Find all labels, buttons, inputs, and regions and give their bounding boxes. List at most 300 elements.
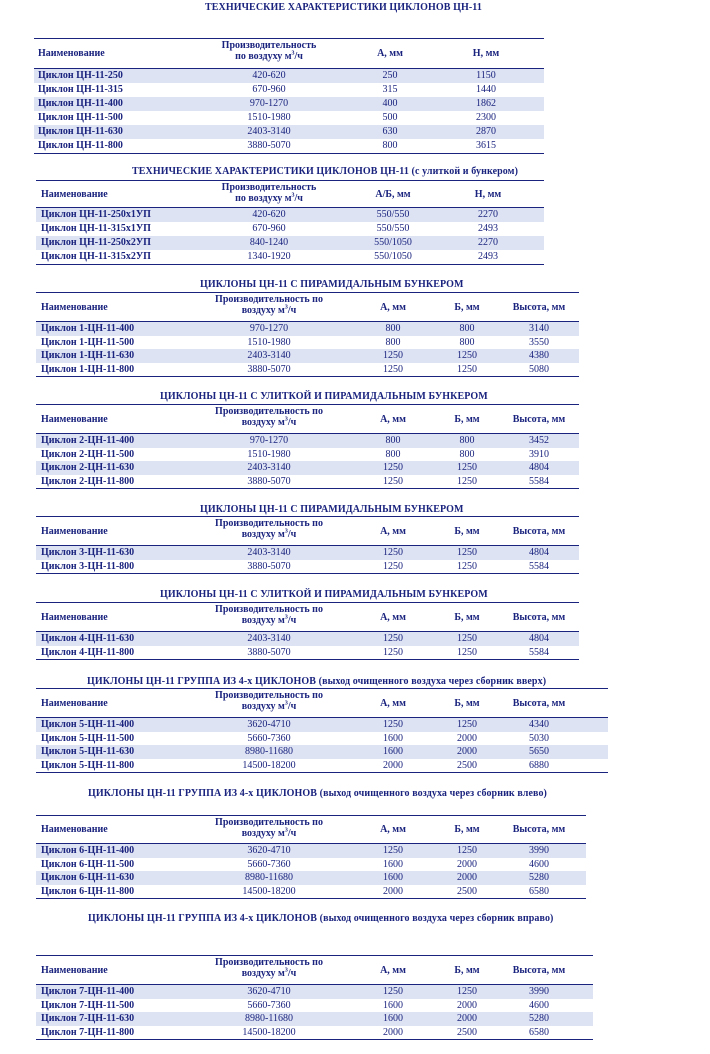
header-performance xyxy=(209,957,329,979)
cell-performance: 2403-3140 xyxy=(247,462,291,473)
cell-performance: 3620-4710 xyxy=(247,986,291,997)
cell-name: Циклон 2-ЦН-11-800 xyxy=(41,475,135,487)
spec-table xyxy=(36,516,579,574)
header-height: Высота, мм xyxy=(512,526,566,537)
cell-performance: 840-1240 xyxy=(249,237,289,248)
cell-name: Циклон 4-ЦН-11-630 xyxy=(41,633,135,644)
cell-height: 5584 xyxy=(529,646,549,658)
cell-a: 1250 xyxy=(383,560,403,572)
table-row xyxy=(34,69,544,83)
header-performance xyxy=(209,294,329,316)
cell-name: Циклон 1-ЦН-11-500 xyxy=(41,336,135,348)
cell-b: 2000 xyxy=(457,858,477,870)
table-row xyxy=(36,871,586,885)
cell-a: 1250 xyxy=(383,363,403,375)
table-header xyxy=(34,39,544,69)
header-performance-line1: Производительность по xyxy=(215,604,323,615)
cell-a: 500 xyxy=(382,112,398,123)
table-bottom-rule xyxy=(36,659,579,660)
cell-a: 550/550 xyxy=(376,223,410,234)
table-row xyxy=(36,999,593,1013)
cell-performance: 8980-11680 xyxy=(245,1013,293,1024)
cell-a: 630 xyxy=(382,126,398,137)
table-row xyxy=(36,985,593,999)
header-performance-line2 xyxy=(209,417,329,428)
cell-b: 2000 xyxy=(457,872,477,883)
cell-name: Циклон 3-ЦН-11-630 xyxy=(41,547,135,558)
table-title: ЦИКЛОНЫ ЦН-11 С УЛИТКОЙ И ПИРАМИДАЛЬНЫМ БУНКЕРОМ xyxy=(160,589,488,600)
table-bottom-rule xyxy=(36,264,544,265)
header-performance-unit: воздуху м xyxy=(241,828,285,839)
cell-a: 1250 xyxy=(383,475,403,487)
header-performance-line1: Производительность по xyxy=(215,518,323,529)
cell-height: 2493 xyxy=(478,223,498,234)
header-performance-line2 xyxy=(209,701,329,712)
cell-a: 1250 xyxy=(383,462,403,473)
cell-height: 1862 xyxy=(476,98,496,109)
header-performance-line2 xyxy=(209,193,329,204)
cell-height: 5080 xyxy=(529,363,549,375)
cell-b: 800 xyxy=(459,323,475,334)
cell-b: 800 xyxy=(459,336,475,348)
cell-name: Циклон 7-ЦН-11-630 xyxy=(41,1013,135,1024)
cell-performance: 420-620 xyxy=(252,209,286,220)
table-row xyxy=(36,759,608,773)
cell-a: 1250 xyxy=(383,986,403,997)
header-performance-unit: по воздуху м xyxy=(235,51,292,62)
table-row xyxy=(36,745,608,759)
cell-height: 4600 xyxy=(529,999,549,1011)
table-row xyxy=(34,111,544,125)
cell-height: 6880 xyxy=(529,759,549,771)
table-row xyxy=(36,885,586,899)
cell-a: 1250 xyxy=(383,646,403,658)
cell-name: Циклон 5-ЦН-11-500 xyxy=(41,732,135,744)
header-performance xyxy=(209,406,329,428)
cell-a: 315 xyxy=(382,84,398,95)
header-name: Наименование xyxy=(41,414,108,425)
table-row xyxy=(36,646,579,660)
cell-b: 1250 xyxy=(457,363,477,375)
header-a: А, мм xyxy=(380,612,406,623)
table-row xyxy=(36,546,579,560)
cell-performance: 2403-3140 xyxy=(247,633,291,644)
header-performance-unit: воздуху м xyxy=(241,615,285,626)
cell-b: 1250 xyxy=(457,475,477,487)
table-row xyxy=(36,560,579,574)
table-row xyxy=(36,208,544,222)
table-row xyxy=(36,732,608,746)
cell-name: Циклон ЦН-11-315х2УП xyxy=(41,251,151,262)
header-performance xyxy=(209,518,329,540)
table-row xyxy=(36,363,579,377)
cell-height: 3452 xyxy=(529,435,549,446)
cell-name: Циклон 2-ЦН-11-500 xyxy=(41,448,135,460)
header-performance-unit-tail: /ч xyxy=(294,193,303,204)
header-a: А, мм xyxy=(377,48,403,59)
cell-b: 2500 xyxy=(457,759,477,771)
table-row xyxy=(36,222,544,236)
spec-table xyxy=(36,292,579,377)
cell-height: 3910 xyxy=(529,448,549,460)
cell-performance: 970-1270 xyxy=(249,98,289,109)
table-row xyxy=(36,236,544,250)
spec-table xyxy=(36,404,579,489)
header-performance-unit-tail: /ч xyxy=(287,417,297,428)
cell-height: 3990 xyxy=(529,845,549,856)
cell-name: Циклон ЦН-11-500 xyxy=(38,112,123,123)
cell-performance: 14500-18200 xyxy=(242,759,296,771)
cell-a: 550/1050 xyxy=(374,251,412,262)
cell-performance: 2403-3140 xyxy=(247,350,291,361)
cell-height: 2300 xyxy=(476,112,496,123)
header-a: А/Б, мм xyxy=(375,189,411,200)
cell-name: Циклон ЦН-11-250х1УП xyxy=(41,209,151,220)
cell-height: 4804 xyxy=(529,547,549,558)
table-title: ТЕХНИЧЕСКИЕ ХАРАКТЕРИСТИКИ ЦИКЛОНОВ ЦН-11 (с улиткой и бункером) xyxy=(132,166,519,177)
cell-b: 1250 xyxy=(457,845,477,856)
cell-a: 1250 xyxy=(383,350,403,361)
cell-name: Циклон 4-ЦН-11-800 xyxy=(41,646,135,658)
header-name: Наименование xyxy=(41,698,108,709)
header-a: А, мм xyxy=(380,302,406,313)
header-performance-line2 xyxy=(209,51,329,62)
header-performance-sup: 3 xyxy=(284,614,288,621)
cell-name: Циклон 7-ЦН-11-500 xyxy=(41,999,135,1011)
header-performance-line2 xyxy=(209,968,329,979)
header-a: А, мм xyxy=(380,526,406,537)
cell-name: Циклон ЦН-11-315 xyxy=(38,84,123,95)
cell-a: 2000 xyxy=(383,759,403,771)
header-height: Н, мм xyxy=(474,189,502,200)
cell-a: 1250 xyxy=(383,633,403,644)
header-performance-sup: 3 xyxy=(291,50,295,57)
spec-table xyxy=(36,688,608,773)
header-performance-sup: 3 xyxy=(284,700,288,707)
table-row xyxy=(36,475,579,489)
cell-b: 1250 xyxy=(457,646,477,658)
table-row xyxy=(36,858,586,872)
cell-name: Циклон 5-ЦН-11-630 xyxy=(41,746,135,757)
table-title: ЦИКЛОНЫ ЦН-11 ГРУППА ИЗ 4-х ЦИКЛОНОВ (выход очищенного воздуха через сборник вправо) xyxy=(88,913,554,924)
cell-b: 2500 xyxy=(457,885,477,897)
header-performance xyxy=(209,817,329,839)
header-b: Б, мм xyxy=(454,612,480,623)
table-row xyxy=(34,97,544,111)
cell-performance: 3620-4710 xyxy=(247,845,291,856)
cell-performance: 14500-18200 xyxy=(242,1026,296,1038)
table-row xyxy=(36,336,579,350)
cell-b: 1250 xyxy=(457,547,477,558)
header-height: Высота, мм xyxy=(512,698,566,709)
cell-performance: 670-960 xyxy=(252,84,286,95)
cell-height: 4600 xyxy=(529,858,549,870)
cell-b: 1250 xyxy=(457,633,477,644)
table-bottom-rule xyxy=(36,488,579,489)
cell-performance: 2403-3140 xyxy=(247,126,291,137)
cell-height: 5280 xyxy=(529,1013,549,1024)
cell-b: 1250 xyxy=(457,462,477,473)
cell-b: 2000 xyxy=(457,732,477,744)
cell-name: Циклон 7-ЦН-11-800 xyxy=(41,1026,135,1038)
cell-b: 800 xyxy=(459,435,475,446)
table-bottom-rule xyxy=(36,898,586,899)
table-row xyxy=(36,250,544,264)
cell-height: 5030 xyxy=(529,732,549,744)
cell-b: 2500 xyxy=(457,1026,477,1038)
header-performance-unit-tail: /ч xyxy=(287,828,297,839)
header-b: Б, мм xyxy=(454,526,480,537)
cell-name: Циклон 6-ЦН-11-400 xyxy=(41,845,135,856)
header-performance-unit: воздуху м xyxy=(241,529,285,540)
cell-performance: 3880-5070 xyxy=(247,475,291,487)
cell-name: Циклон 7-ЦН-11-400 xyxy=(41,986,135,997)
cell-name: Циклон 5-ЦН-11-800 xyxy=(41,759,135,771)
cell-name: Циклон 6-ЦН-11-800 xyxy=(41,885,135,897)
header-performance-unit: воздуху м xyxy=(241,968,285,979)
header-performance-unit: воздуху м xyxy=(241,305,285,316)
cell-a: 800 xyxy=(385,323,401,334)
cell-name: Циклон 6-ЦН-11-630 xyxy=(41,872,135,883)
cell-performance: 1510-1980 xyxy=(247,112,291,123)
cell-height: 5650 xyxy=(529,746,549,757)
header-performance-sup: 3 xyxy=(291,192,295,199)
cell-performance: 1510-1980 xyxy=(247,336,291,348)
header-performance-sup: 3 xyxy=(284,528,288,535)
header-height: Высота, мм xyxy=(512,965,566,976)
table-bottom-rule xyxy=(36,376,579,377)
cell-height: 4380 xyxy=(529,350,549,361)
header-performance-line2 xyxy=(209,615,329,626)
cell-performance: 420-620 xyxy=(252,70,286,81)
cell-a: 2000 xyxy=(383,885,403,897)
header-b: Б, мм xyxy=(454,302,480,313)
table-title: ЦИКЛОНЫ ЦН-11 С УЛИТКОЙ И ПИРАМИДАЛЬНЫМ БУНКЕРОМ xyxy=(160,391,488,402)
table-row xyxy=(34,125,544,139)
spec-table xyxy=(36,955,593,1040)
header-height: Высота, мм xyxy=(512,612,566,623)
cell-height: 2493 xyxy=(478,251,498,262)
header-height: Н, мм xyxy=(472,48,500,59)
cell-b: 2000 xyxy=(457,999,477,1011)
cell-b: 2000 xyxy=(457,746,477,757)
table-header xyxy=(36,956,593,985)
cell-performance: 670-960 xyxy=(252,223,286,234)
header-performance-sup: 3 xyxy=(284,967,288,974)
cell-a: 800 xyxy=(385,336,401,348)
header-performance-line1: Производительность по xyxy=(215,294,323,305)
header-a: А, мм xyxy=(380,965,406,976)
cell-a: 1600 xyxy=(383,1013,403,1024)
cell-name: Циклон 6-ЦН-11-500 xyxy=(41,858,135,870)
table-title: ЦИКЛОНЫ ЦН-11 ГРУППА ИЗ 4-х ЦИКЛОНОВ (выход очищенного воздуха через сборник влево) xyxy=(88,788,547,799)
table-title: ТЕХНИЧЕСКИЕ ХАРАКТЕРИСТИКИ ЦИКЛОНОВ ЦН-11 xyxy=(205,2,482,13)
header-a: А, мм xyxy=(380,414,406,425)
header-performance-unit-tail: /ч xyxy=(294,51,303,62)
table-header xyxy=(36,603,579,632)
cell-name: Циклон ЦН-11-800 xyxy=(38,140,123,151)
cell-b: 2000 xyxy=(457,1013,477,1024)
cell-height: 4804 xyxy=(529,633,549,644)
cell-b: 1250 xyxy=(457,560,477,572)
header-performance-line2 xyxy=(209,529,329,540)
cell-a: 1600 xyxy=(383,872,403,883)
header-performance-unit: воздуху м xyxy=(241,417,285,428)
cell-height: 5584 xyxy=(529,475,549,487)
header-performance-unit: воздуху м xyxy=(241,701,285,712)
cell-a: 1250 xyxy=(383,719,403,730)
spec-table xyxy=(36,180,544,265)
table-row xyxy=(36,461,579,475)
header-name: Наименование xyxy=(41,824,108,835)
cell-height: 3550 xyxy=(529,336,549,348)
cell-performance: 3880-5070 xyxy=(247,560,291,572)
cell-height: 5280 xyxy=(529,872,549,883)
header-height: Высота, мм xyxy=(512,414,566,425)
header-performance-sup: 3 xyxy=(284,416,288,423)
cell-a: 2000 xyxy=(383,1026,403,1038)
header-performance-sup: 3 xyxy=(284,304,288,311)
cell-height: 1440 xyxy=(476,84,496,95)
table-row xyxy=(36,322,579,336)
cell-b: 800 xyxy=(459,448,475,460)
table-header xyxy=(36,293,579,322)
table-row xyxy=(36,632,579,646)
cell-performance: 5660-7360 xyxy=(247,858,291,870)
cell-name: Циклон 1-ЦН-11-800 xyxy=(41,363,135,375)
header-name: Наименование xyxy=(38,48,105,59)
cell-performance: 5660-7360 xyxy=(247,999,291,1011)
table-bottom-rule xyxy=(36,772,608,773)
header-b: Б, мм xyxy=(454,414,480,425)
cell-a: 250 xyxy=(382,70,398,81)
cell-a: 400 xyxy=(382,98,398,109)
cell-a: 800 xyxy=(382,140,398,151)
cell-name: Циклон 1-ЦН-11-400 xyxy=(41,323,135,334)
cell-name: Циклон 3-ЦН-11-800 xyxy=(41,560,135,572)
header-a: А, мм xyxy=(380,698,406,709)
table-title: ЦИКЛОНЫ ЦН-11 ГРУППА ИЗ 4-х ЦИКЛОНОВ (выход очищенного воздуха через сборник вверх) xyxy=(87,676,547,687)
header-performance-unit: по воздуху м xyxy=(235,193,292,204)
cell-name: Циклон 5-ЦН-11-400 xyxy=(41,719,135,730)
cell-height: 6580 xyxy=(529,1026,549,1038)
cell-performance: 5660-7360 xyxy=(247,732,291,744)
table-row xyxy=(36,448,579,462)
header-name: Наименование xyxy=(41,965,108,976)
cell-height: 4340 xyxy=(529,719,549,730)
header-name: Наименование xyxy=(41,526,108,537)
cell-a: 1600 xyxy=(383,999,403,1011)
table-row xyxy=(36,434,579,448)
cell-height: 2870 xyxy=(476,126,496,137)
cell-b: 1250 xyxy=(457,986,477,997)
table-row xyxy=(34,139,544,153)
cell-name: Циклон 2-ЦН-11-400 xyxy=(41,435,135,446)
cell-performance: 3880-5070 xyxy=(247,363,291,375)
header-performance-line1: Производительность xyxy=(221,182,317,193)
table-header xyxy=(36,405,579,434)
header-a: А, мм xyxy=(380,824,406,835)
header-name: Наименование xyxy=(41,612,108,623)
header-performance-line1: Производительность по xyxy=(215,957,323,968)
header-performance xyxy=(209,604,329,626)
spec-table xyxy=(34,38,544,154)
table-title: ЦИКЛОНЫ ЦН-11 С ПИРАМИДАЛЬНЫМ БУНКЕРОМ xyxy=(200,504,464,515)
cell-a: 1600 xyxy=(383,732,403,744)
cell-height: 3615 xyxy=(476,140,496,151)
table-bottom-rule xyxy=(36,1039,593,1040)
cell-a: 550/1050 xyxy=(374,237,412,248)
cell-name: Циклон 2-ЦН-11-630 xyxy=(41,462,135,473)
cell-height: 3140 xyxy=(529,323,549,334)
header-performance-line1: Производительность по xyxy=(215,406,323,417)
cell-performance: 970-1270 xyxy=(249,435,289,446)
cell-performance: 3880-5070 xyxy=(247,140,291,151)
table-row xyxy=(34,83,544,97)
cell-performance: 14500-18200 xyxy=(242,885,296,897)
table-header xyxy=(36,689,608,718)
table-row xyxy=(36,1026,593,1040)
header-name: Наименование xyxy=(41,189,108,200)
table-title: ЦИКЛОНЫ ЦН-11 С ПИРАМИДАЛЬНЫМ БУНКЕРОМ xyxy=(200,279,464,290)
header-performance-unit-tail: /ч xyxy=(287,615,297,626)
cell-a: 1600 xyxy=(383,858,403,870)
cell-performance: 3880-5070 xyxy=(247,646,291,658)
table-bottom-rule xyxy=(34,153,544,154)
header-performance-line2 xyxy=(209,828,329,839)
table-header xyxy=(36,181,544,208)
cell-height: 2270 xyxy=(478,237,498,248)
cell-performance: 8980-11680 xyxy=(245,746,293,757)
cell-performance: 1510-1980 xyxy=(247,448,291,460)
header-performance-line1: Производительность по xyxy=(215,690,323,701)
cell-height: 5584 xyxy=(529,560,549,572)
cell-name: Циклон ЦН-11-400 xyxy=(38,98,123,109)
cell-height: 6580 xyxy=(529,885,549,897)
header-performance-line2 xyxy=(209,305,329,316)
cell-height: 1150 xyxy=(476,70,496,81)
table-row xyxy=(36,718,608,732)
table-row xyxy=(36,1012,593,1026)
cell-a: 1250 xyxy=(383,845,403,856)
header-performance-unit-tail: /ч xyxy=(287,529,297,540)
cell-a: 800 xyxy=(385,448,401,460)
cell-name: Циклон ЦН-11-630 xyxy=(38,126,123,137)
header-performance xyxy=(209,182,329,204)
table-bottom-rule xyxy=(36,573,579,574)
header-performance xyxy=(209,690,329,712)
spec-table xyxy=(36,602,579,660)
header-height: Высота, мм xyxy=(512,824,566,835)
header-height: Высота, мм xyxy=(512,302,566,313)
header-performance-unit-tail: /ч xyxy=(287,701,297,712)
header-name: Наименование xyxy=(41,302,108,313)
cell-performance: 1340-1920 xyxy=(247,251,291,262)
cell-performance: 2403-3140 xyxy=(247,547,291,558)
header-performance-sup: 3 xyxy=(284,827,288,834)
cell-name: Циклон ЦН-11-250х2УП xyxy=(41,237,151,248)
cell-name: Циклон ЦН-11-250 xyxy=(38,70,123,81)
cell-a: 550/550 xyxy=(376,209,410,220)
cell-name: Циклон ЦН-11-315х1УП xyxy=(41,223,151,234)
header-b: Б, мм xyxy=(454,965,480,976)
cell-a: 1600 xyxy=(383,746,403,757)
cell-performance: 8980-11680 xyxy=(245,872,293,883)
cell-height: 4804 xyxy=(529,462,549,473)
header-b: Б, мм xyxy=(454,698,480,709)
cell-b: 1250 xyxy=(457,350,477,361)
cell-name: Циклон 1-ЦН-11-630 xyxy=(41,350,135,361)
